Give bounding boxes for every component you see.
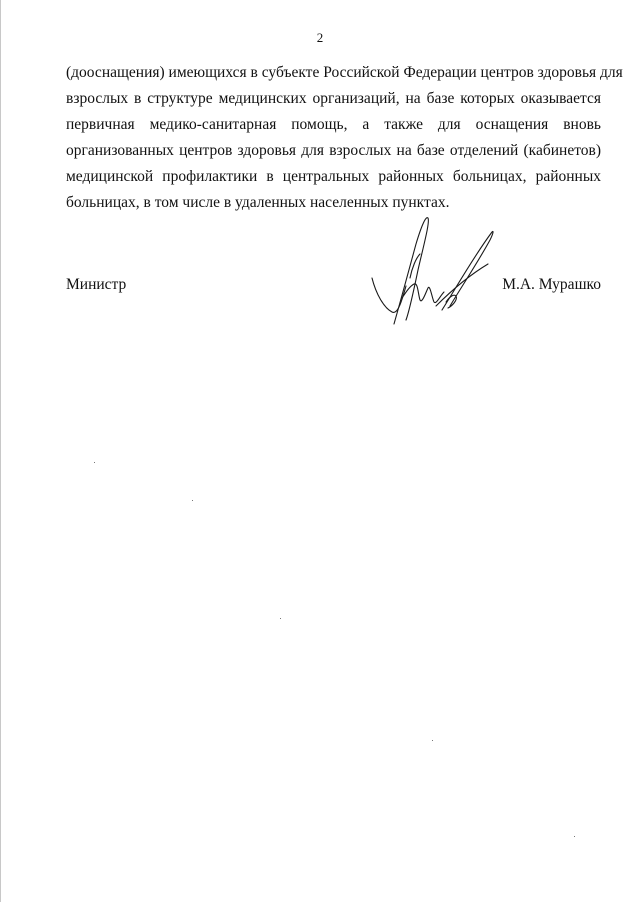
scan-speck xyxy=(192,500,193,501)
body-line: медицинской профилактики в центральных районных больницах, районных xyxy=(66,168,601,185)
body-line: (дооснащения) имеющихся в субъекте Российской Федерации центров здоровья для xyxy=(66,64,623,81)
page-number: 2 xyxy=(316,30,324,45)
position-title: Министр xyxy=(66,276,127,293)
body-line: больницах, в том числе в удаленных населенных пунктах. xyxy=(66,194,450,211)
body-line: первичная медико-санитарная помощь, а также для оснащения вновь xyxy=(66,116,601,133)
scan-edge xyxy=(0,0,1,902)
signature-stroke xyxy=(402,284,444,303)
scan-speck xyxy=(574,836,575,837)
scan-speck xyxy=(432,740,433,741)
scan-speck xyxy=(280,618,281,619)
signature-block xyxy=(66,276,601,306)
scan-speck xyxy=(94,462,95,463)
signature-stroke xyxy=(372,278,406,312)
handwritten-signature xyxy=(366,214,496,330)
signer-name: М.А. Мурашко xyxy=(502,276,601,293)
body-paragraph xyxy=(66,60,623,216)
body-line: взрослых в структуре медицинских организаций, на базе которых оказывается xyxy=(66,90,601,107)
body-line: организованных центров здоровья для взрослых на базе отделений (кабинетов) xyxy=(66,142,601,159)
signature-stroke xyxy=(436,264,488,306)
